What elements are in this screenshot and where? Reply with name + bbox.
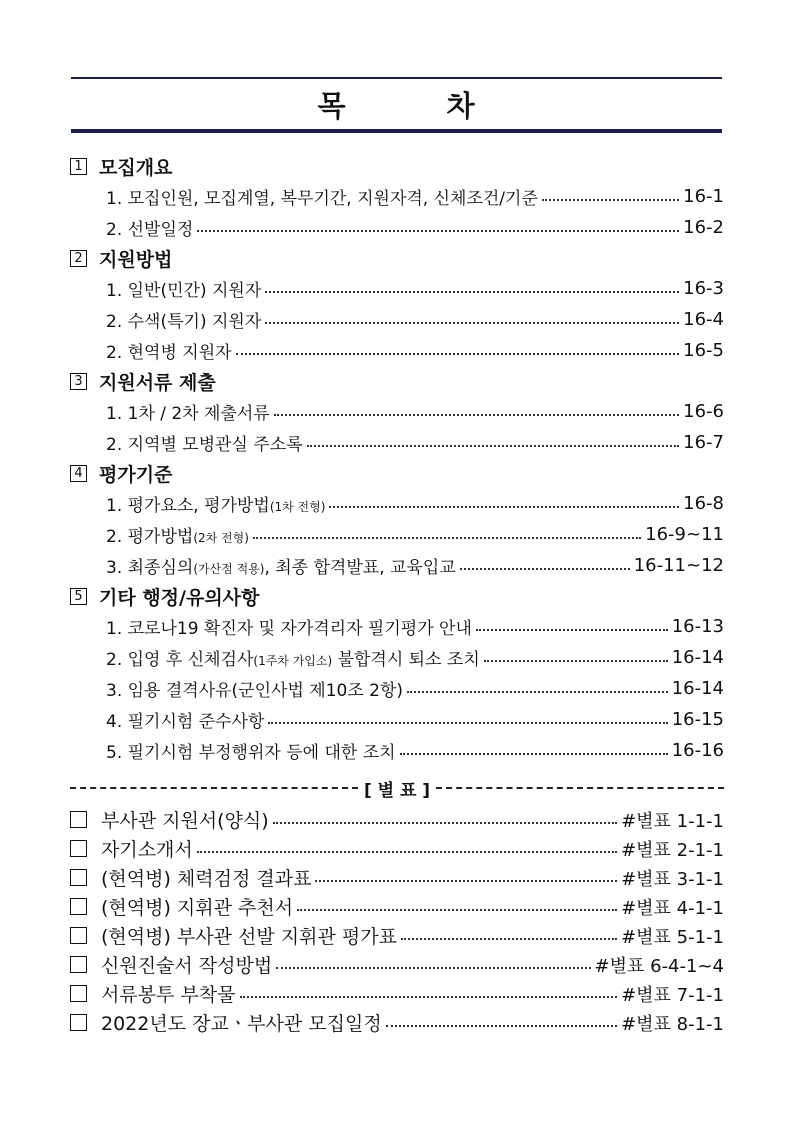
toc-entry[interactable] [70, 704, 724, 735]
entry-label: 2. 선발일정 [106, 220, 194, 240]
entry-page: 16-11~12 [633, 555, 724, 576]
entry-label-note: (1차 전형) [269, 500, 326, 514]
appendix-list [70, 805, 724, 1037]
entry-page: 16-4 [683, 309, 724, 330]
entry-label-rest: , 최종 합격발표, 교육입교 [264, 558, 456, 578]
dot-leader [276, 967, 590, 969]
dot-leader [268, 722, 667, 724]
divider-dash-right [436, 787, 724, 789]
dot-leader [240, 996, 618, 998]
toc-entry[interactable] [70, 550, 724, 581]
checkbox-icon[interactable] [70, 1014, 87, 1031]
checkbox-icon[interactable] [70, 927, 87, 944]
checkbox-icon[interactable] [70, 869, 87, 886]
appendix-ref: #별표 2-1-1 [621, 839, 724, 861]
dot-leader [253, 537, 641, 539]
entry-page: 16-15 [671, 709, 724, 730]
section-title: 지원서류 제출 [99, 371, 216, 394]
entry-label-main: 2. 평가방법 [106, 527, 194, 547]
checkbox-icon[interactable] [70, 956, 87, 973]
appendix-ref: #별표 6-4-1~4 [594, 955, 724, 977]
table-of-contents [70, 151, 724, 766]
section-number: 1 [70, 158, 87, 175]
entry-page: 16-2 [683, 217, 724, 238]
entry-label: 3. 임용 결격사유(군인사법 제10조 2항) [106, 681, 404, 701]
dot-leader [407, 691, 668, 693]
section-heading[interactable] [70, 366, 724, 396]
section-number: 2 [70, 250, 87, 267]
appendix-item[interactable] [70, 921, 724, 950]
entry-label: 1. 일반(민간) 지원자 [106, 281, 262, 301]
entry-label-main: 3. 최종심의 [106, 558, 194, 578]
title-block [71, 77, 722, 133]
appendix-item[interactable] [70, 950, 724, 979]
entry-label [106, 645, 480, 670]
entry-page: 16-14 [671, 647, 724, 668]
entry-label [106, 491, 325, 516]
entry-page: 16-16 [671, 740, 724, 761]
toc-entry[interactable] [70, 611, 724, 642]
entry-label-main: 2. 입영 후 신체검사 [106, 650, 254, 670]
section-number: 4 [70, 465, 87, 482]
dot-leader [386, 1025, 617, 1027]
section-title: 기타 행정/유의사항 [99, 586, 260, 609]
dot-leader [307, 445, 679, 447]
dot-leader [476, 629, 668, 631]
toc-entry[interactable] [70, 396, 724, 427]
appendix-label: (현역병) 부사관 선발 지휘관 평가표 [101, 926, 397, 948]
appendix-label: 2022년도 장교ㆍ부사관 모집일정 [101, 1013, 382, 1035]
toc-entry[interactable] [70, 519, 724, 550]
appendix-ref: #별표 1-1-1 [621, 810, 724, 832]
entry-label: 1. 코로나19 확진자 및 자가격리자 필기평가 안내 [106, 619, 472, 639]
appendix-item[interactable] [70, 805, 724, 834]
appendix-ref: #별표 5-1-1 [621, 926, 724, 948]
appendix-item[interactable] [70, 863, 724, 892]
entry-label: 2. 수색(특기) 지원자 [106, 312, 262, 332]
appendix-divider [70, 776, 724, 800]
checkbox-icon[interactable] [70, 985, 87, 1002]
toc-entry[interactable] [70, 212, 724, 243]
section-title: 지원방법 [99, 248, 173, 271]
entry-page: 16-1 [683, 186, 724, 207]
toc-entry[interactable] [70, 273, 724, 304]
entry-label-rest: 불합격시 퇴소 조치 [332, 650, 480, 670]
section-number: 3 [70, 373, 87, 390]
dot-leader [273, 822, 617, 824]
divider-dash-left [70, 787, 358, 789]
toc-entry[interactable] [70, 304, 724, 335]
dot-leader [265, 322, 679, 324]
entry-label-note: (2차 전형) [193, 531, 249, 545]
title-part-2: 차 [446, 88, 476, 123]
section-heading[interactable] [70, 243, 724, 273]
toc-entry[interactable] [70, 642, 724, 673]
toc-entry[interactable] [70, 181, 724, 212]
dot-leader [401, 938, 617, 940]
appendix-label: 신원진술서 작성방법 [101, 955, 273, 977]
appendix-ref: #별표 3-1-1 [621, 868, 724, 890]
entry-label: 5. 필기시험 부정행위자 등에 대한 조치 [106, 743, 396, 763]
section-number: 5 [70, 588, 87, 605]
dot-leader [297, 909, 617, 911]
dot-leader [315, 880, 617, 882]
appendix-ref: #별표 7-1-1 [621, 984, 724, 1006]
dot-leader [236, 353, 680, 355]
section-heading[interactable] [70, 458, 724, 488]
entry-page: 16-14 [671, 678, 724, 699]
entry-page: 16-9~11 [645, 524, 724, 545]
appendix-heading: [ 별 표 ] [363, 780, 431, 801]
dot-leader [400, 753, 668, 755]
section-title: 모집개요 [99, 156, 173, 179]
appendix-label: 부사관 지원서(양식) [101, 810, 269, 832]
section-heading[interactable] [70, 581, 724, 611]
section-title: 평가기준 [99, 463, 173, 486]
toc-entry[interactable] [70, 735, 724, 766]
appendix-item[interactable] [70, 979, 724, 1008]
appendix-label: 서류봉투 부착물 [101, 984, 236, 1006]
entry-label [106, 522, 249, 547]
section-heading[interactable] [70, 151, 724, 181]
toc-entry[interactable] [70, 335, 724, 366]
dot-leader [460, 568, 630, 570]
appendix-ref: #별표 8-1-1 [621, 1013, 724, 1035]
entry-label: 2. 현역병 지원자 [106, 343, 232, 363]
appendix-label: 자기소개서 [101, 839, 193, 861]
toc-entry[interactable] [70, 427, 724, 458]
appendix-item[interactable] [70, 1008, 724, 1037]
entry-label: 1. 모집인원, 모집계열, 복무기간, 지원자격, 신체조건/기준 [106, 189, 538, 209]
dot-leader [329, 506, 679, 508]
dot-leader [197, 851, 617, 853]
entry-label-note: (가산점 적용) [193, 562, 265, 576]
entry-label-main: 1. 평가요소, 평가방법 [106, 496, 270, 516]
toc-entry[interactable] [70, 673, 724, 704]
entry-page: 16-7 [683, 432, 724, 453]
appendix-item[interactable] [70, 834, 724, 863]
entry-page: 16-6 [683, 401, 724, 422]
appendix-item[interactable] [70, 892, 724, 921]
checkbox-icon[interactable] [70, 811, 87, 828]
entry-label [106, 553, 456, 578]
dot-leader [542, 199, 679, 201]
checkbox-icon[interactable] [70, 898, 87, 915]
dot-leader [197, 230, 679, 232]
title-rule-bottom [71, 129, 722, 133]
entry-label: 2. 지역별 모병관실 주소록 [106, 435, 303, 455]
dot-leader [484, 660, 668, 662]
dot-leader [265, 291, 679, 293]
appendix-label: (현역병) 지휘관 추천서 [101, 897, 294, 919]
entry-label-note: (1주차 가입소) [253, 654, 333, 668]
dot-leader [274, 414, 679, 416]
entry-page: 16-5 [683, 340, 724, 361]
entry-page: 16-13 [671, 616, 724, 637]
entry-label: 4. 필기시험 준수사항 [106, 712, 265, 732]
entry-label: 1. 1차 / 2차 제출서류 [106, 404, 270, 424]
page-title [71, 79, 722, 129]
entry-page: 16-8 [683, 493, 724, 514]
appendix-ref: #별표 4-1-1 [621, 897, 724, 919]
appendix-label: (현역병) 체력검정 결과표 [101, 868, 312, 890]
toc-entry[interactable] [70, 488, 724, 519]
title-part-1: 목 [317, 88, 347, 123]
entry-page: 16-3 [683, 278, 724, 299]
checkbox-icon[interactable] [70, 840, 87, 857]
